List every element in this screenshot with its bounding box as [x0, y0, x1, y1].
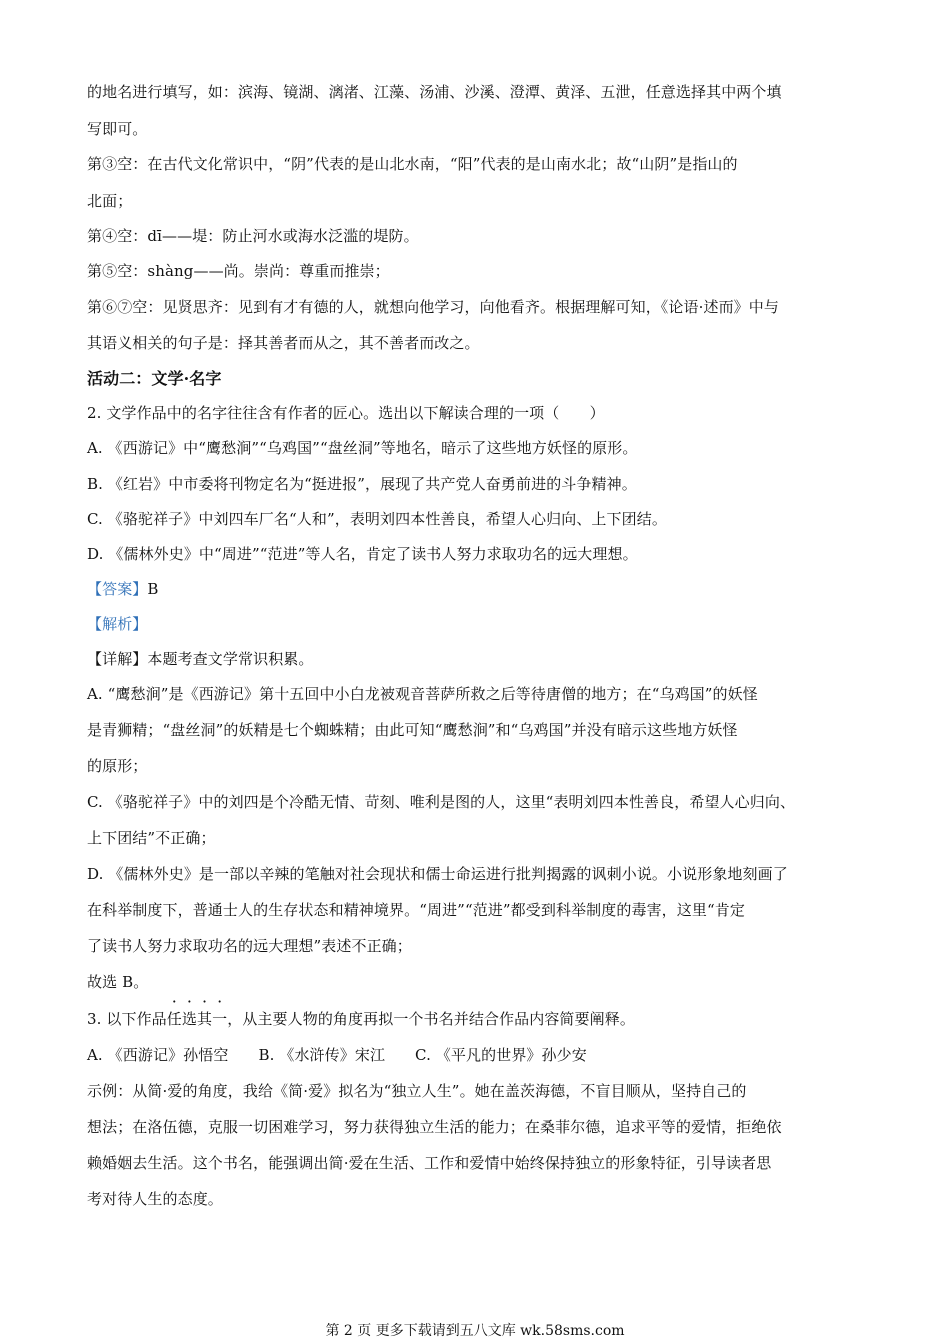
- question-3-choice-a: A. 《西游记》孙悟空: [87, 1046, 229, 1064]
- detail-intro: 本题考查文学常识积累。: [147, 650, 314, 668]
- emphasis-char: 任: [166, 1010, 182, 1028]
- text-line: 的地名进行填写，如：滨海、镜湖、漓渚、江藻、汤浦、沙溪、澄潭、黄泽、五泄，任意选择其中两个填: [87, 83, 782, 101]
- answer-value: B: [147, 580, 159, 598]
- emphasis-char: 选: [181, 1010, 197, 1028]
- example-line: 示例：从简·爱的角度，我给《简·爱》拟名为“独立人生”。她在盖茨海德，不盲目顺从，坚持自己的: [87, 1082, 747, 1100]
- question-3-stem-prefix: 3. 以下作品: [87, 1010, 167, 1028]
- example-line: 考对待人生的态度。: [87, 1190, 223, 1208]
- conclusion-line: 故选 B。: [87, 973, 149, 991]
- question-3-choice-b: B. 《水浒传》宋江: [258, 1046, 386, 1064]
- question-2-option-c: C. 《骆驼祥子》中刘四车厂名“人和”，表明刘四本性善良，希望人心归向、上下团结。: [87, 510, 667, 528]
- text-line: 第⑥⑦空：见贤思齐：见到有才有德的人，就想向他学习，向他看齐。根据理解可知，《论语·述而》中与: [87, 298, 779, 316]
- detail-text-line: 在科举制度下，普通士人的生存状态和精神境界。“周进”“范进”都受到科举制度的毒害，这里“肯定: [87, 901, 745, 919]
- text-line: 第⑤空：shàng——尚。崇尚：尊重而推崇；: [87, 262, 390, 280]
- answer-label: 【答案】: [87, 580, 148, 598]
- question-3-stem-suffix: ，从主要人物的角度再拟一个书名并结合作品内容简要阐释。: [227, 1010, 635, 1028]
- detail-text-line: 的原形；: [87, 757, 148, 775]
- emphasis-char: 其: [197, 1010, 213, 1028]
- question-3-choice-c: C. 《平凡的世界》孙少安: [415, 1046, 587, 1064]
- detail-label: 【详解】: [87, 650, 148, 668]
- answer-line: [87, 579, 877, 599]
- page-footer: 第 2 页 更多下载请到五八文库 wk.58sms.com: [325, 1323, 625, 1339]
- question-2-option-b: B. 《红岩》中市委将刊物定名为“挺进报”，展现了共产党人奋勇前进的斗争精神。: [87, 475, 637, 493]
- emphasis-char: 一: [212, 1010, 228, 1028]
- text-line: 第③空：在古代文化常识中，“阴”代表的是山北水南，“阳”代表的是山南水北；故“山阴”是指山的: [87, 155, 738, 173]
- text-line: 北面；: [87, 192, 133, 210]
- question-2-option-a: A. 《西游记》中“鹰愁涧”“乌鸡国”“盘丝洞”等地名，暗示了这些地方妖怪的原形。: [87, 439, 638, 457]
- detail-text-line: D. 《儒林外史》是一部以辛辣的笔触对社会现状和儒士命运进行批判揭露的讽刺小说。小说形象地刻画了: [87, 865, 788, 883]
- detail-text-line: C. 《骆驼祥子》中的刘四是个冷酷无情、苛刻、唯利是图的人，这里“表明刘四本性善良，希望人心归向、: [87, 793, 796, 811]
- detail-line: [87, 649, 877, 669]
- question-2-stem: 2. 文学作品中的名字往往含有作者的匠心。选出以下解读合理的一项（ ）: [87, 404, 605, 422]
- detail-text-line: 上下团结”不正确；: [87, 829, 216, 847]
- text-line: 其语义相关的句子是：择其善者而从之，其不善者而改之。: [87, 334, 480, 352]
- example-line: 赖婚姻去生活。这个书名，能强调出简·爱在生活、工作和爱情中始终保持独立的形象特征，引导读者思: [87, 1154, 772, 1172]
- detail-text-line: A. “鹰愁涧”是《西游记》第十五回中小白龙被观音菩萨所救之后等待唐僧的地方；在“乌鸡国”的妖怪: [87, 685, 758, 703]
- text-line: 第④空：dī——堤：防止河水或海水泛滥的堤防。: [87, 227, 419, 245]
- section-heading: 活动二：文学·名字: [87, 369, 222, 388]
- text-line: 写即可。: [87, 120, 148, 138]
- question-3-choices: [87, 1045, 877, 1065]
- example-line: 想法；在洛伍德，克服一切困难学习，努力获得独立生活的能力；在桑菲尔德，追求平等的爱情，拒绝依: [87, 1118, 782, 1136]
- detail-text-line: 了读书人努力求取功名的远大理想”表述不正确；: [87, 937, 412, 955]
- question-2-option-d: D. 《儒林外史》中“周进”“范进”等人名，肯定了读书人努力求取功名的远大理想。: [87, 545, 638, 563]
- detail-text-line: 是青狮精；“盘丝洞”的妖精是七个蜘蛛精；由此可知“鹰愁涧”和“乌鸡国”并没有暗示这些地方妖怪: [87, 721, 738, 739]
- question-3-stem: [87, 1009, 877, 1029]
- analysis-label: 【解析】: [87, 615, 148, 633]
